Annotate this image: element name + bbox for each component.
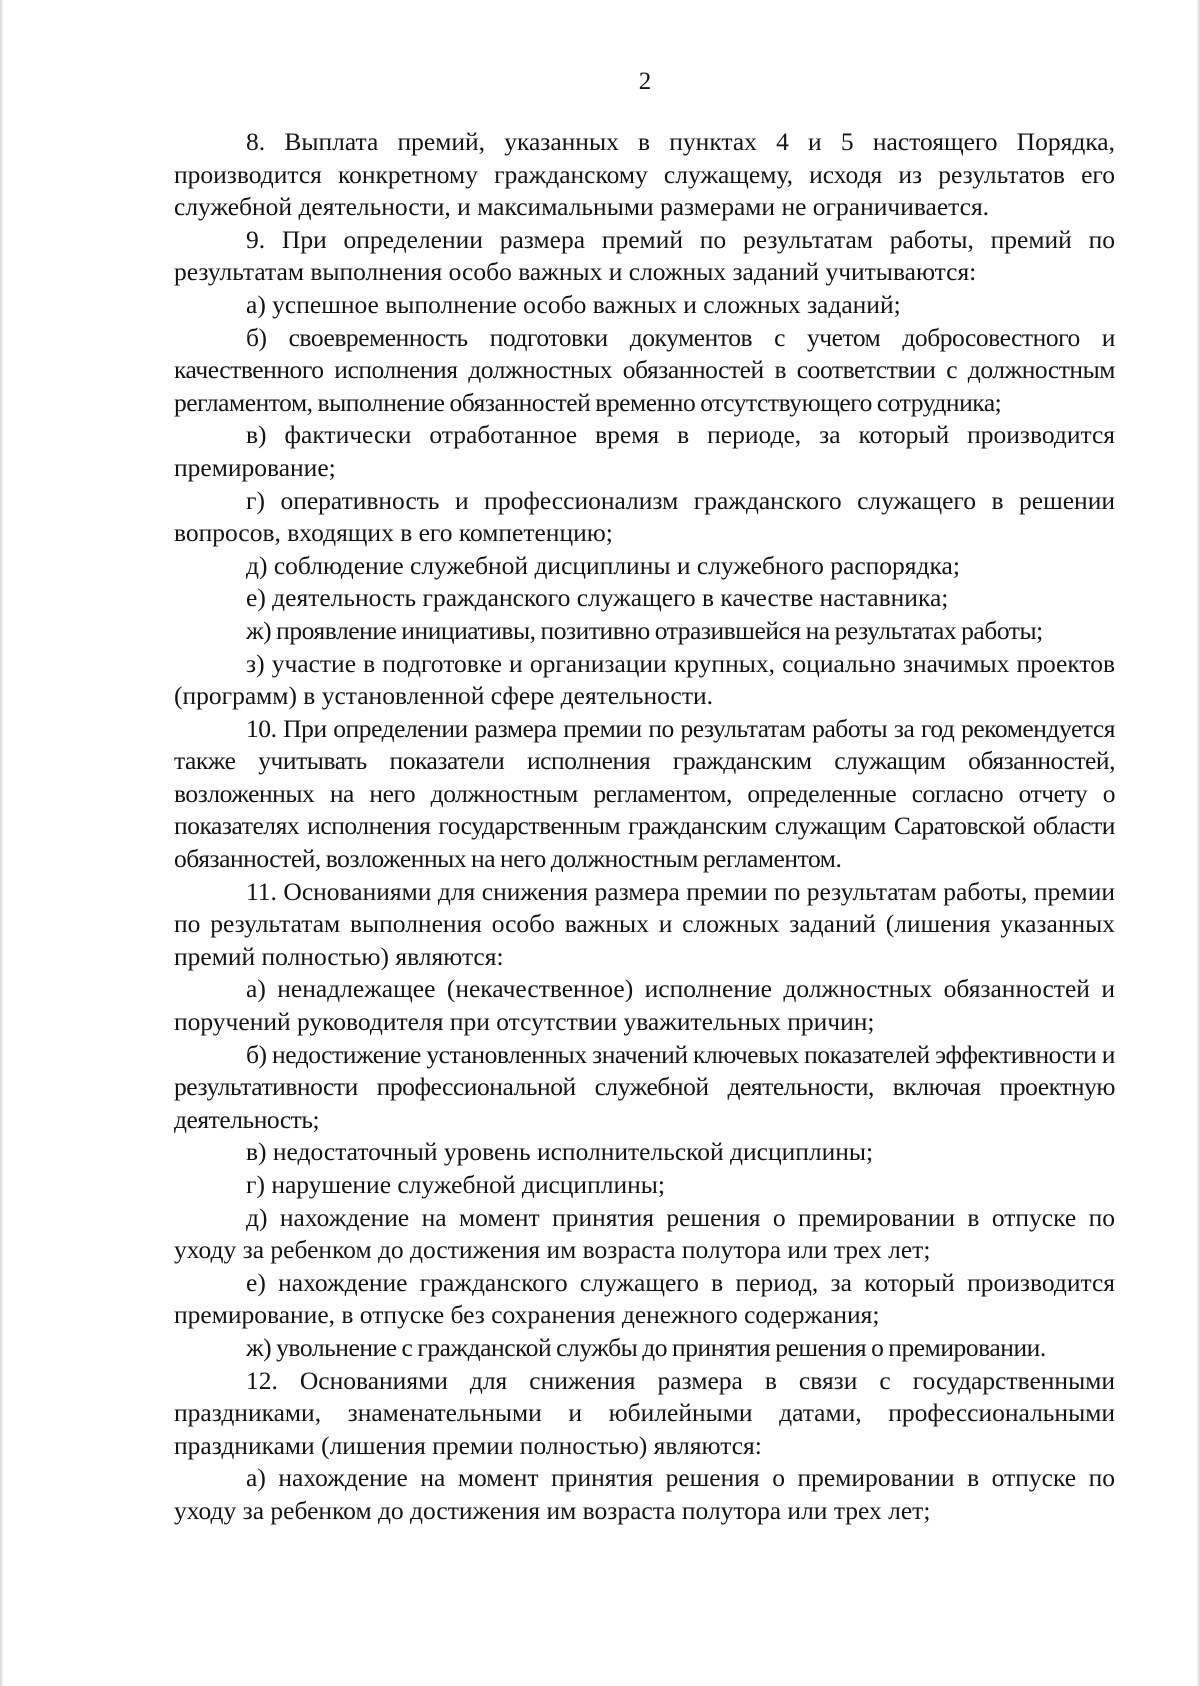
- paragraph-9-g: г) оперативность и профессионализм гражданского служащего в решении вопросов, входящих в его компетенцию;: [174, 485, 1115, 548]
- paragraph-9: 9. При определении размера премий по результатам работы, премий по результатам выполнения особо важных и сложных заданий учитываются:: [174, 224, 1115, 287]
- paragraph-11-g: г) нарушение служебной дисциплины;: [246, 1170, 665, 1199]
- scan-edge-left: [0, 0, 3, 1686]
- paragraph-11-e: е) нахождение гражданского служащего в период, за который производится премирование, в отпуске без сохранения денежного содержания;: [174, 1267, 1115, 1330]
- paragraph-11-a: а) ненадлежащее (некачественное) исполнение должностных обязанностей и поручений руководителя при отсутствии уважительных причин;: [174, 974, 1115, 1037]
- paragraph-11-d: д) нахождение на момент принятия решения о премировании в отпуске по уходу за ребенком до достижения им возраста полутора или трех лет;: [174, 1202, 1115, 1265]
- paragraph-11-b: б) недостижение установленных значений ключевых показателей эффективности и результативности профессиональной служебной деятельности, включая проектную деятельность;: [174, 1039, 1115, 1134]
- paragraph-10: 10. При определении размера премии по результатам работы за год рекомендуется также учитывать показатели исполнения гражданским служащим обязанностей, возложенных на него должностным регламентом, определенные согласно отчету о показателях исполнения государственным гражданским служащим Саратовской области обязанностей, возложенных на него должностным регламентом.: [174, 713, 1115, 874]
- paragraph-9-v: в) фактически отработанное время в периоде, за который производится премирование;: [174, 420, 1115, 482]
- paragraph-9-zh: ж) проявление инициативы, позитивно отразившейся на результатах работы;: [246, 615, 1043, 645]
- paragraph-9-e: е) деятельность гражданского служащего в качестве наставника;: [246, 583, 949, 613]
- paragraph-12-a: а) нахождение на момент принятия решения о премировании в отпуске по уходу за ребенком до достижения им возраста полутора или трех лет;: [174, 1463, 1115, 1525]
- paragraph-11-zh: ж) увольнение с гражданской службы до принятия решения о премировании.: [246, 1332, 1046, 1362]
- paragraph-11-v: в) недостаточный уровень исполнительской дисциплины;: [246, 1137, 874, 1167]
- page-number: 2: [638, 68, 652, 95]
- paragraph-9-a: а) успешное выполнение особо важных и сложных заданий;: [246, 289, 901, 319]
- paragraph-11: 11. Основаниями для снижения размера премии по результатам работы, премии по результатам выполнения особо важных и сложных заданий (лишения указанных премий полностью) являются:: [174, 876, 1115, 971]
- paragraph-9-b: б) своевременность подготовки документов с учетом добросовестного и качественного исполнения должностных обязанностей в соответствии с должностным регламентом, выполнение обязанностей временно отсутствующего сотрудника;: [174, 322, 1115, 417]
- paragraph-8: 8. Выплата премий, указанных в пунктах 4 и 5 настоящего Порядка, производится конкретному гражданскому служащему, исходя из результатов его служебной деятельности, и максимальными размерами не ограничивается.: [174, 127, 1115, 222]
- paragraph-12: 12. Основаниями для снижения размера в связи с государственными праздниками, знаменательными и юбилейными датами, профессиональными праздниками (лишения премии полностью) являются:: [174, 1365, 1115, 1460]
- paragraph-9-z: з) участие в подготовке и организации крупных, социально значимых проектов (программ) в установленной сфере деятельности.: [174, 648, 1115, 711]
- document-body: [174, 126, 1115, 1528]
- paragraph-9-d: д) соблюдение служебной дисциплины и служебного распорядка;: [246, 550, 960, 580]
